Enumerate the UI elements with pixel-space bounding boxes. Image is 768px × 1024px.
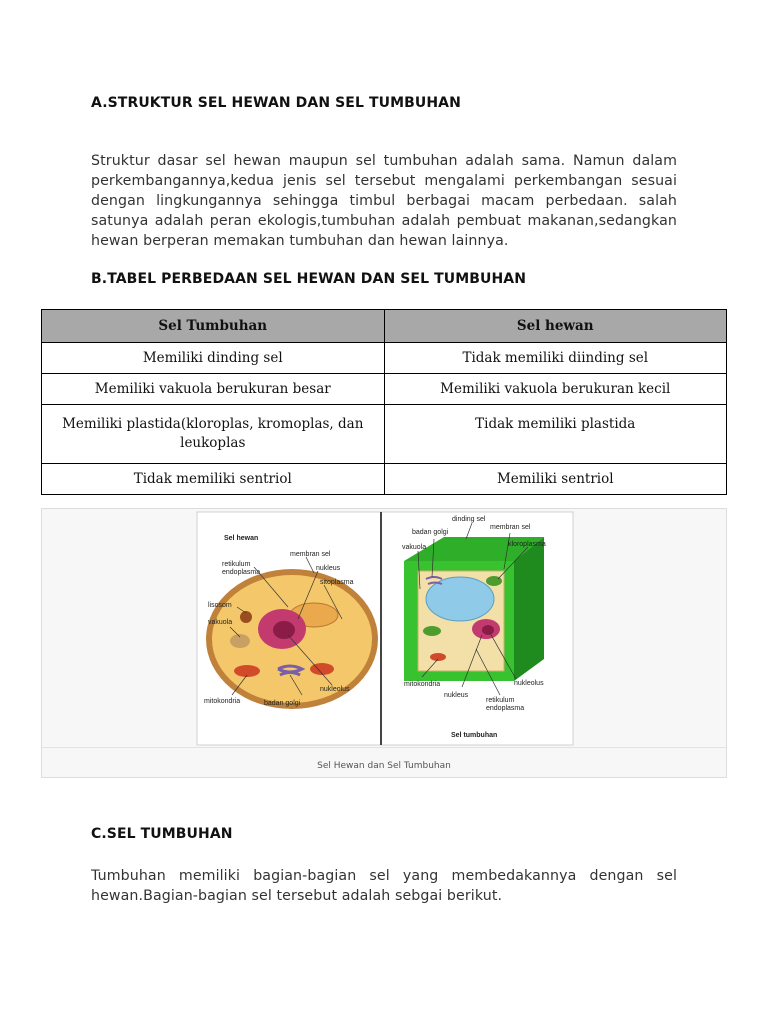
table-cell: Tidak memiliki sentriol <box>42 464 385 495</box>
table-cell: Memiliki vakuola berukuran kecil <box>384 374 727 405</box>
label-plant-membran-sel: membran sel <box>490 524 531 531</box>
table-header-animal: Sel hewan <box>384 310 727 343</box>
label-mitokondria: mitokondria <box>204 698 241 705</box>
section-c-paragraph: Tumbuhan memiliki bagian-bagian sel yang membedakannya dengan sel hewan.Bagian-bagian sel tersebut adalah sebgai berikut. <box>91 868 677 904</box>
table-cell: Tidak memiliki diinding sel <box>384 343 727 374</box>
section-b-heading: B.TABEL PERBEDAAN SEL HEWAN DAN SEL TUMBUHAN <box>91 271 527 287</box>
label-vakuola: vakuola <box>208 619 233 626</box>
table-cell: Memiliki sentriol <box>384 464 727 495</box>
plant-cell-title: Sel tumbuhan <box>451 732 498 739</box>
label-sitoplasma: sitoplasma <box>320 579 354 586</box>
plant-mitochondria <box>430 653 446 661</box>
table-row <box>42 374 727 405</box>
plant-chloroplast <box>423 626 441 636</box>
label-retikulum: retikulum <box>222 561 251 568</box>
comparison-table <box>41 309 727 495</box>
label-plant-nukleus: nukleus <box>444 692 469 699</box>
table-row <box>42 464 727 495</box>
cell-figure <box>41 508 727 778</box>
label-plant-vakuola: vakuola <box>402 544 427 551</box>
section-c-heading: C.SEL TUMBUHAN <box>91 826 233 842</box>
label-kloroplasma: kloroplasma <box>508 541 546 548</box>
section-a-heading: A.STRUKTUR SEL HEWAN DAN SEL TUMBUHAN <box>91 95 461 111</box>
label-lisosom: lisosom <box>208 602 232 609</box>
label-nukleus: nukleus <box>316 565 341 572</box>
label-plant-badan-golgi: badan golgi <box>412 529 449 536</box>
animal-golgi <box>278 666 302 675</box>
table-header-plant: Sel Tumbuhan <box>42 310 385 343</box>
plant-vacuole <box>426 577 494 621</box>
label-endoplasma: endoplasma <box>222 569 261 576</box>
label-plant-endoplasma: endoplasma <box>486 705 525 712</box>
plant-nucleolus <box>482 625 494 635</box>
caption-divider <box>42 747 726 748</box>
label-plant-retikulum: retikulum <box>486 697 515 704</box>
table-row <box>42 343 727 374</box>
label-plant-nukleolus: nukleolus <box>514 680 544 687</box>
animal-vacuole <box>230 634 250 648</box>
table-header-row <box>42 310 727 343</box>
label-dinding-sel: dinding sel <box>452 516 486 523</box>
label-nukleolus: nukleolus <box>320 686 350 693</box>
section-a-paragraph: Struktur dasar sel hewan maupun sel tumbuhan adalah sama. Namun dalam perkembangannya,kedua jenis sel tersebut mengalami perkembangan sesuai dengan lingkungannya sehingga timbul berbagai macam perbedaan. salah satunya adalah peran ekologis,tumbuhan adalah pembuat makanan,sedangkan hewan berperan memakan tumbuhan dan hewan lainnya. <box>91 153 677 249</box>
label-membran-sel: membran sel <box>290 551 331 558</box>
animal-nucleolus <box>273 621 295 639</box>
label-plant-mitokondria: mitokondria <box>404 681 441 688</box>
table-cell: Memiliki vakuola berukuran besar <box>42 374 385 405</box>
table-cell: Memiliki plastida(kloroplas, kromoplas, dan leukoplas <box>42 405 385 464</box>
label-badan-golgi: badan golgi <box>264 700 301 707</box>
table-cell: Tidak memiliki plastida <box>384 405 727 464</box>
cell-diagram <box>42 509 726 747</box>
table-cell: Memiliki dinding sel <box>42 343 385 374</box>
plant-cell-wall-side <box>514 537 544 681</box>
table-row <box>42 405 727 464</box>
animal-cell-title: Sel hewan <box>224 535 259 542</box>
figure-caption: Sel Hewan dan Sel Tumbuhan <box>317 761 451 771</box>
